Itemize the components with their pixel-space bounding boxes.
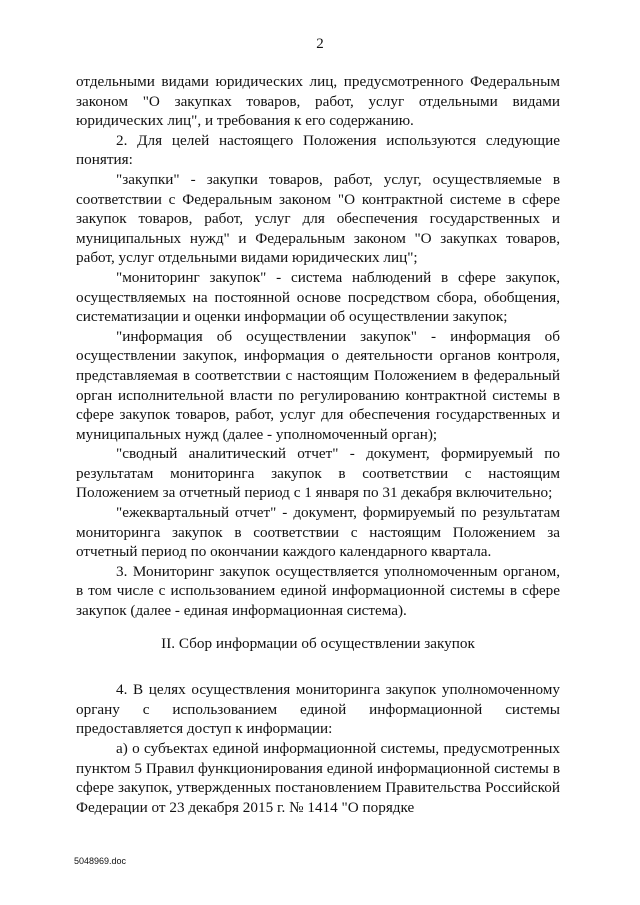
definition-summary-report: "сводный аналитический отчет" - документ, формируемый по результатам мониторинга закупок в соответствии с настоящим Положением за отчетный период с 1 января по 31 декабря включительно; [76,445,560,502]
section-heading: II. Сбор информации об осуществлении закупок [161,634,475,652]
document-body [76,72,560,817]
definition-zakupki: "закупки" - закупки товаров, работ, услуг, осуществляемые в соответствии с Федеральным законом "О контрактной системе в сфере закупок товаров, работ, услуг для обеспечения государственных и муниципальных нужд" и Федеральным законом "О закупках товаров, работ, услуг отдельными видами юридических лиц"; [76,170,560,267]
paragraph-item-3: 3. Мониторинг закупок осуществляется уполномоченным органом, в том числе с использованием единой информационной системы в сфере закупок (далее - единая информационная система). [76,562,560,620]
paragraph-continuation: отдельными видами юридических лиц, предусмотренного Федеральным законом "О закупках товаров, работ, услуг отдельными видами юридических лиц", и требования к его содержанию. [76,73,560,130]
paragraph-item-4: 4. В целях осуществления мониторинга закупок уполномоченному органу с использованием единой информационной системы предоставляется доступ к информации: [76,681,560,738]
definition-information: "информация об осуществлении закупок" - информация об осуществлении закупок, информация о деятельности органов контроля, представляемая в соответствии с настоящим Положением в федеральный орган исполнительной власти по регулированию контрактной системы в сфере закупок товаров, работ, услуг для обеспечения государственных и муниципальных нужд (далее - уполномоченный орган); [76,327,560,443]
definition-quarterly-report: "ежеквартальный отчет" - документ, формируемый по результатам мониторинга закупок в соответствии с настоящим Положением за отчетный период по окончании каждого календарного квартала. [76,504,560,561]
paragraph-item-4a: а) о субъектах единой информационной системы, предусмотренных пунктом 5 Правил функционирования единой информационной системы в сфере закупок, утвержденных постановлением Правительства Российской Федерации от 23 декабря 2015 г. № 1414 "О порядке [76,740,560,816]
document-file-code: 5048969.doc [74,856,127,866]
definition-monitoring: "мониторинг закупок" - система наблюдений в сфере закупок, осуществляемых на постоянной основе посредством сбора, обобщения, систематизации и оценки информации об осуществлении закупок; [76,268,560,326]
page-number: 2 [316,36,324,52]
paragraph-item-2: 2. Для целей настоящего Положения используются следующие понятия: [76,131,560,169]
